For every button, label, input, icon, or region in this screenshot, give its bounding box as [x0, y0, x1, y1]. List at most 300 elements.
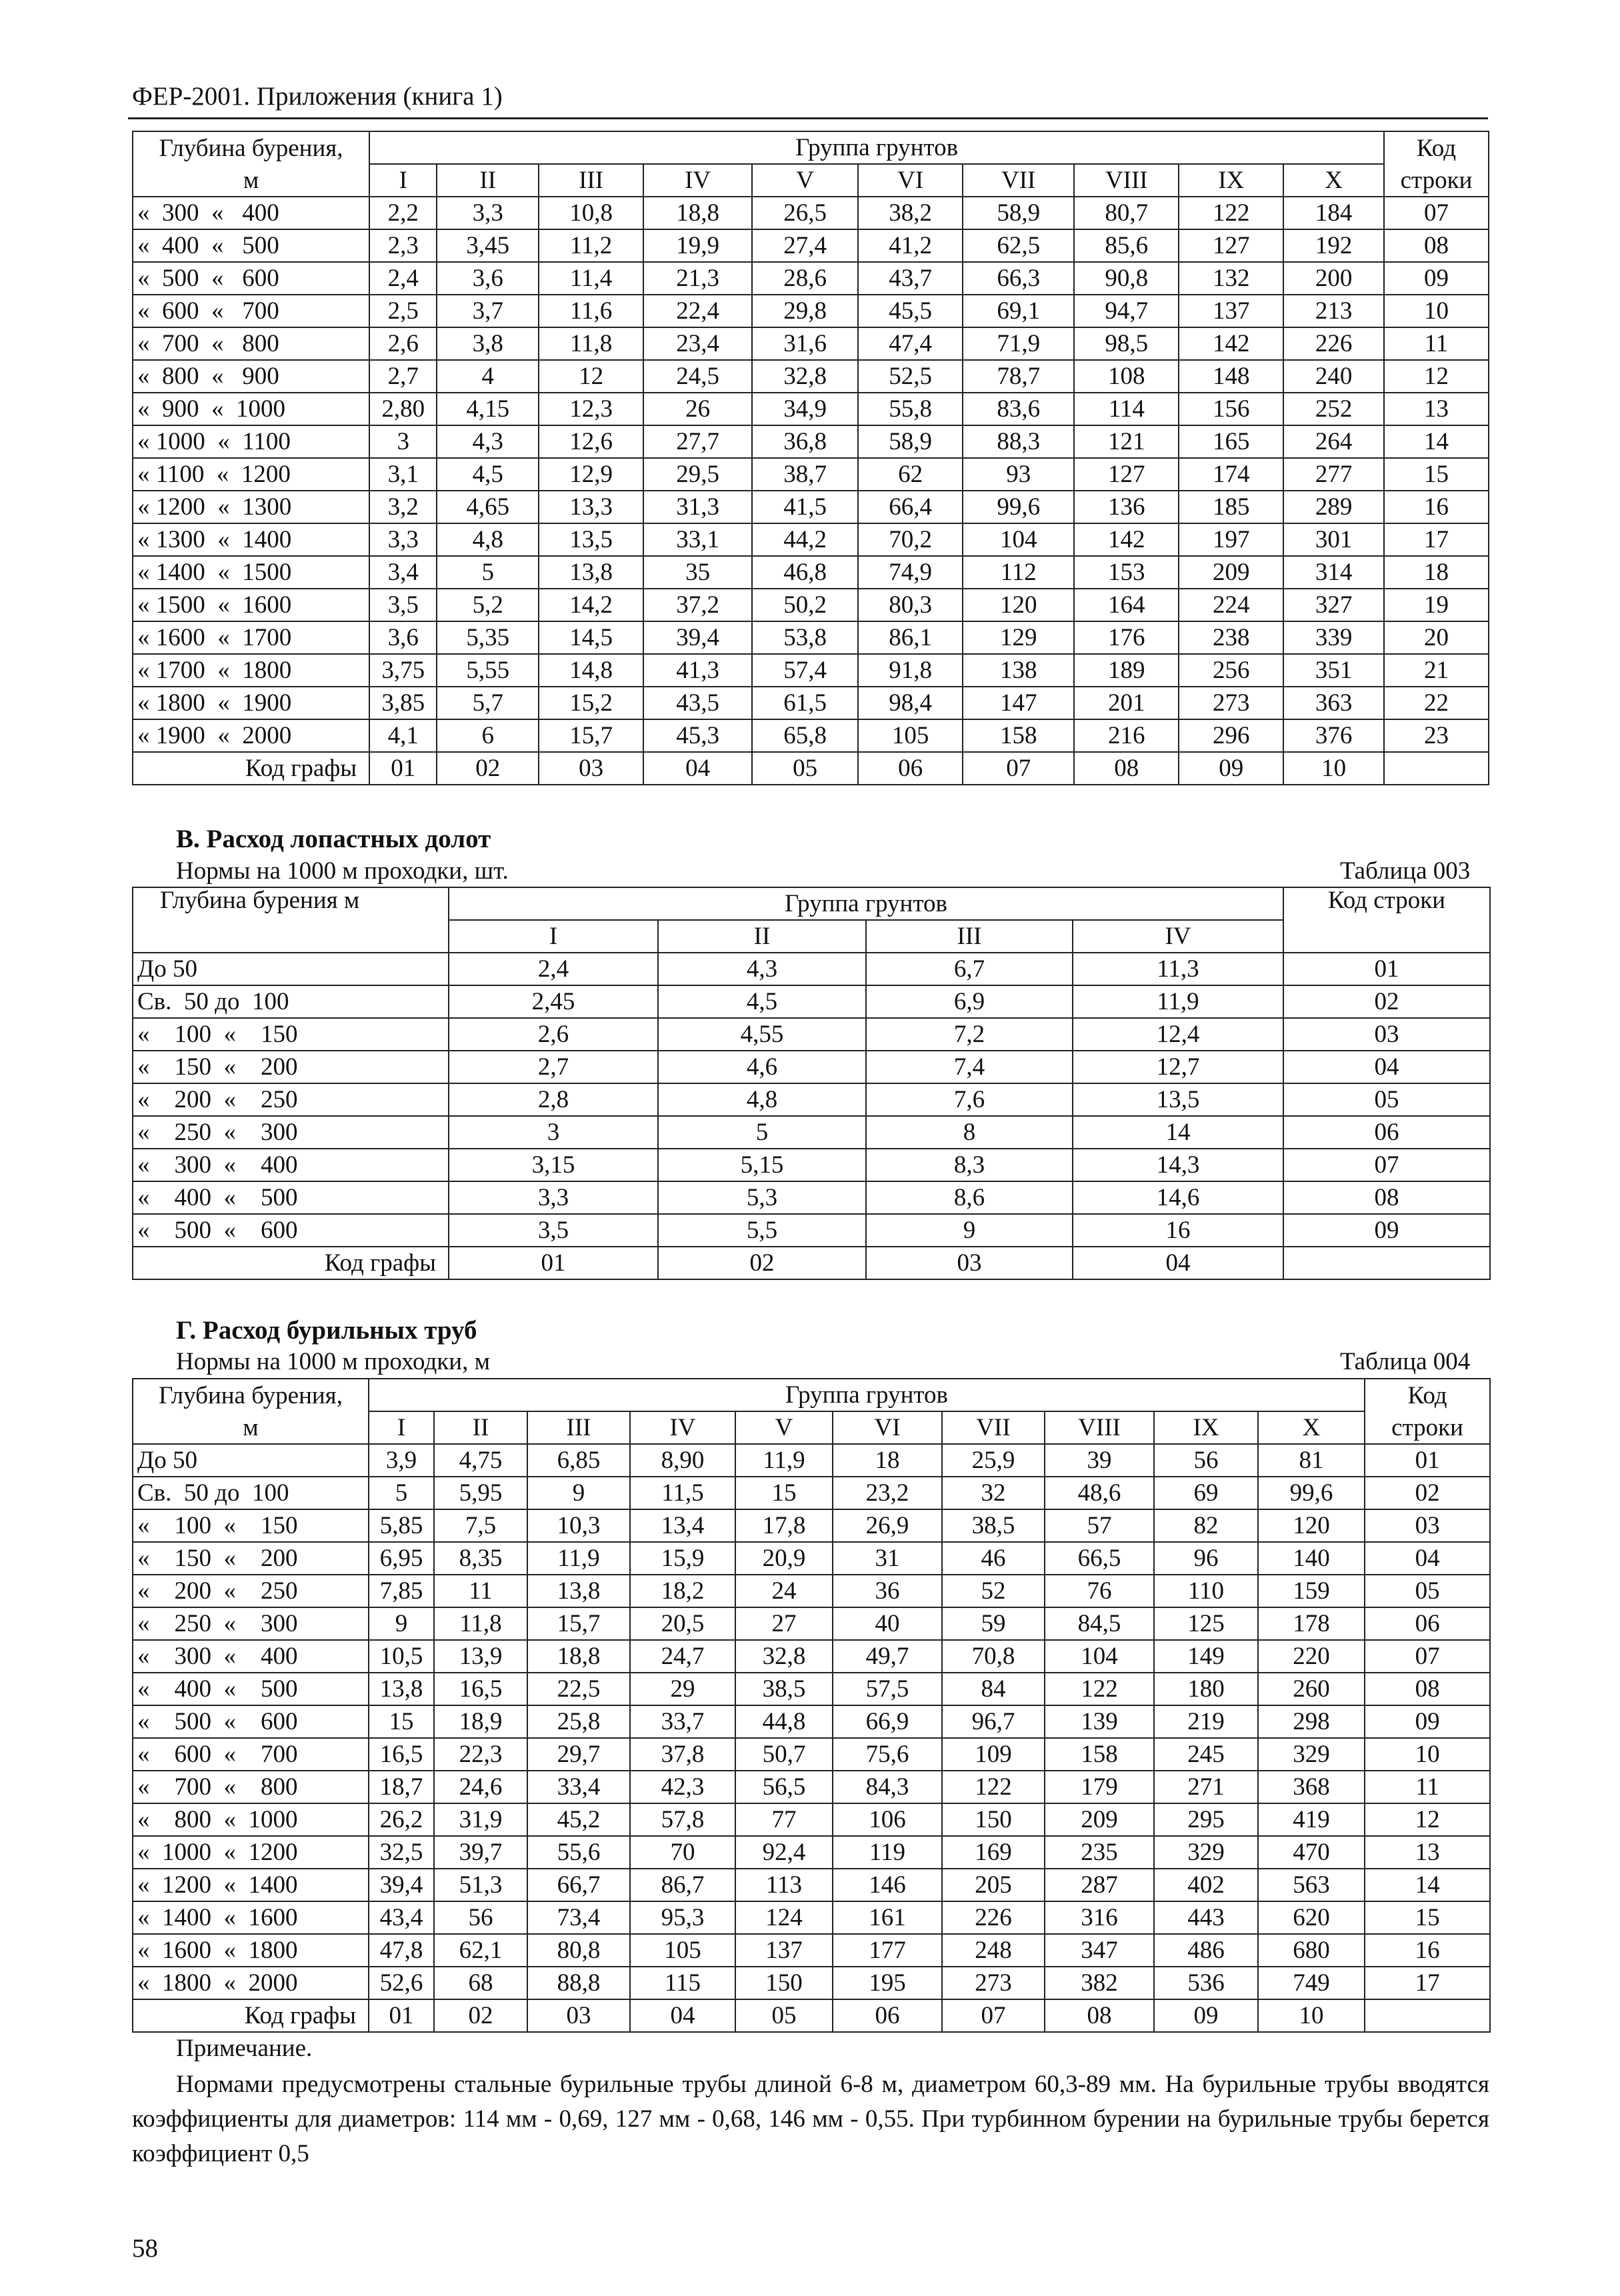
value-cell: 46,8	[752, 556, 858, 589]
table-row	[133, 1640, 1490, 1673]
value-cell: 8,90	[630, 1444, 735, 1477]
value-cell: 66,5	[1045, 1542, 1154, 1575]
value-cell: 314	[1283, 556, 1384, 589]
column-code-cell: 02	[434, 1999, 527, 2032]
value-cell: 17,8	[735, 1509, 833, 1542]
row-code-cell: 15	[1365, 1901, 1490, 1934]
group-column-header: I	[369, 164, 437, 197]
value-cell: 15,7	[527, 1607, 630, 1640]
value-cell: 31,6	[752, 327, 858, 360]
depth-cell: « 1800 « 1900	[133, 687, 369, 719]
group-column-header: II	[437, 164, 539, 197]
column-code-cell: 04	[1073, 1247, 1283, 1279]
value-cell: 3,15	[449, 1149, 658, 1181]
value-cell: 42,3	[630, 1771, 735, 1803]
value-cell: 51,3	[434, 1869, 527, 1901]
row-code-cell: 13	[1365, 1836, 1490, 1869]
value-cell: 37,2	[643, 589, 752, 621]
value-cell: 71,9	[963, 327, 1074, 360]
value-cell: 105	[858, 719, 963, 752]
value-cell: 92,4	[735, 1836, 833, 1869]
depth-header: м	[133, 164, 369, 197]
value-cell: 12,6	[539, 425, 643, 458]
header-row	[133, 131, 1489, 164]
value-cell: 2,80	[369, 393, 437, 425]
table-row	[133, 1181, 1490, 1214]
value-cell: 57,5	[833, 1673, 942, 1705]
value-cell: 45,2	[527, 1803, 630, 1836]
group-header: Группа грунтов	[369, 131, 1384, 164]
value-cell: 536	[1154, 1967, 1258, 1999]
value-cell: 125	[1154, 1607, 1258, 1640]
value-cell: 273	[942, 1967, 1045, 1999]
value-cell: 93	[963, 458, 1074, 491]
value-cell: 31,3	[643, 491, 752, 523]
row-code-cell: 09	[1365, 1705, 1490, 1738]
table-row	[133, 1869, 1490, 1901]
group-column-header: IX	[1154, 1411, 1258, 1444]
group-header: Группа грунтов	[449, 887, 1283, 920]
table-003	[132, 887, 1491, 1280]
depth-cell: « 1500 « 1600	[133, 589, 369, 621]
value-cell: 88,8	[527, 1967, 630, 1999]
value-cell: 138	[963, 654, 1074, 687]
value-cell: 136	[1074, 491, 1179, 523]
value-cell: 95,3	[630, 1901, 735, 1934]
table-row	[133, 953, 1490, 985]
value-cell: 119	[833, 1836, 942, 1869]
value-cell: 277	[1283, 458, 1384, 491]
value-cell: 5,3	[658, 1181, 866, 1214]
value-cell: 26,2	[369, 1803, 434, 1836]
table-body	[133, 131, 1489, 785]
row-code-cell: 05	[1365, 1575, 1490, 1607]
value-cell: 29	[630, 1673, 735, 1705]
table-row	[133, 229, 1489, 262]
table-row	[133, 1934, 1490, 1967]
value-cell: 347	[1045, 1934, 1154, 1967]
table-row	[133, 491, 1489, 523]
value-cell: 80,8	[527, 1934, 630, 1967]
depth-cell: « 250 « 300	[133, 1116, 449, 1149]
depth-cell: « 400 « 500	[133, 1673, 369, 1705]
value-cell: 24,6	[434, 1771, 527, 1803]
value-cell: 28,6	[752, 262, 858, 295]
value-cell: 12,3	[539, 393, 643, 425]
footer-label: Код графы	[133, 752, 369, 785]
value-cell: 137	[735, 1934, 833, 1967]
value-cell: 24,5	[643, 360, 752, 393]
group-column-header: X	[1283, 164, 1384, 197]
row-code-cell: 17	[1365, 1967, 1490, 1999]
group-column-header: IV	[1073, 920, 1283, 953]
value-cell: 86,1	[858, 621, 963, 654]
value-cell: 11,2	[539, 229, 643, 262]
value-cell: 2,6	[369, 327, 437, 360]
value-cell: 32,8	[735, 1640, 833, 1673]
value-cell: 5,35	[437, 621, 539, 654]
value-cell: 139	[1045, 1705, 1154, 1738]
header-row	[133, 164, 1489, 197]
footer-label: Код графы	[133, 1247, 449, 1279]
depth-cell: « 1700 « 1800	[133, 654, 369, 687]
value-cell: 62,5	[963, 229, 1074, 262]
row-code-cell: 09	[1283, 1214, 1490, 1247]
value-cell: 37,8	[630, 1738, 735, 1771]
value-cell: 25,9	[942, 1444, 1045, 1477]
value-cell: 18,7	[369, 1771, 434, 1803]
value-cell: 38,5	[735, 1673, 833, 1705]
group-column-header: I	[449, 920, 658, 953]
value-cell: 56,5	[735, 1771, 833, 1803]
value-cell: 11,9	[1073, 985, 1283, 1018]
value-cell: 26	[643, 393, 752, 425]
value-cell: 271	[1154, 1771, 1258, 1803]
value-cell: 127	[1179, 229, 1283, 262]
value-cell: 2,3	[369, 229, 437, 262]
table-row	[133, 654, 1489, 687]
value-cell: 7,4	[866, 1051, 1073, 1083]
value-cell: 2,8	[449, 1083, 658, 1116]
value-cell: 11,8	[539, 327, 643, 360]
value-cell: 27	[735, 1607, 833, 1640]
value-cell: 26,5	[752, 197, 858, 229]
value-cell: 2,5	[369, 295, 437, 327]
value-cell: 18,9	[434, 1705, 527, 1738]
value-cell: 4,1	[369, 719, 437, 752]
value-cell: 2,6	[449, 1018, 658, 1051]
value-cell: 376	[1283, 719, 1384, 752]
value-cell: 147	[963, 687, 1074, 719]
value-cell: 112	[963, 556, 1074, 589]
column-code-cell: 06	[858, 752, 963, 785]
value-cell: 82	[1154, 1509, 1258, 1542]
value-cell: 226	[942, 1901, 1045, 1934]
value-cell: 26,9	[833, 1509, 942, 1542]
row-code-cell: 12	[1384, 360, 1489, 393]
value-cell: 252	[1283, 393, 1384, 425]
value-cell: 62,1	[434, 1934, 527, 1967]
value-cell: 120	[1258, 1509, 1365, 1542]
value-cell: 45,3	[643, 719, 752, 752]
column-code-cell: 07	[963, 752, 1074, 785]
value-cell: 3	[369, 425, 437, 458]
value-cell: 83,6	[963, 393, 1074, 425]
group-column-header: III	[527, 1411, 630, 1444]
value-cell: 563	[1258, 1869, 1365, 1901]
table-row	[133, 1673, 1490, 1705]
value-cell: 76	[1045, 1575, 1154, 1607]
value-cell: 169	[942, 1836, 1045, 1869]
depth-cell: Св. 50 до 100	[133, 1477, 369, 1509]
note-text: Нормами предусмотрены стальные бурильные трубы длиной 6-8 м, диаметром 60,3-89 мм. На бурильные трубы вводятся коэффициенты для диаметров: 114 мм - 0,69, 127 мм - 0,68, 146 мм - 0,55. При турбинном бурении на бурильные трубы берется коэффициент 0,5	[132, 2071, 1489, 2167]
value-cell: 66,3	[963, 262, 1074, 295]
column-code-cell: 04	[630, 1999, 735, 2032]
value-cell: 33,7	[630, 1705, 735, 1738]
group-column-header: VIII	[1074, 164, 1179, 197]
header-row	[133, 1411, 1490, 1444]
group-column-header: X	[1258, 1411, 1365, 1444]
value-cell: 3,6	[369, 621, 437, 654]
depth-cell: « 400 « 500	[133, 229, 369, 262]
code-header: Код	[1384, 131, 1489, 164]
value-cell: 2,45	[449, 985, 658, 1018]
value-cell: 13,8	[539, 556, 643, 589]
row-code-cell: 01	[1365, 1444, 1490, 1477]
depth-cell: « 1600 « 1700	[133, 621, 369, 654]
row-code-cell: 14	[1365, 1869, 1490, 1901]
value-cell: 43,7	[858, 262, 963, 295]
value-cell: 192	[1283, 229, 1384, 262]
row-code-cell: 16	[1384, 491, 1489, 523]
value-cell: 264	[1283, 425, 1384, 458]
table-continuation	[132, 131, 1489, 785]
row-code-cell: 03	[1283, 1018, 1490, 1051]
value-cell: 85,6	[1074, 229, 1179, 262]
note-title: Примечание.	[176, 2035, 313, 2062]
value-cell: 121	[1074, 425, 1179, 458]
value-cell: 56	[434, 1901, 527, 1934]
value-cell: 3	[449, 1116, 658, 1149]
table-row	[133, 1083, 1490, 1116]
value-cell: 8,3	[866, 1149, 1073, 1181]
value-cell: 11,4	[539, 262, 643, 295]
value-cell: 48,6	[1045, 1477, 1154, 1509]
value-cell: 24,7	[630, 1640, 735, 1673]
depth-cell: « 1200 « 1400	[133, 1869, 369, 1901]
value-cell: 184	[1283, 197, 1384, 229]
value-cell: 174	[1179, 458, 1283, 491]
footer-row	[133, 1999, 1490, 2032]
depth-cell: « 500 « 600	[133, 1705, 369, 1738]
value-cell: 75,6	[833, 1738, 942, 1771]
value-cell: 197	[1179, 523, 1283, 556]
value-cell: 14,2	[539, 589, 643, 621]
value-cell: 4,8	[437, 523, 539, 556]
value-cell: 240	[1283, 360, 1384, 393]
value-cell: 3,9	[369, 1444, 434, 1477]
value-cell: 159	[1258, 1575, 1365, 1607]
value-cell: 47,4	[858, 327, 963, 360]
value-cell: 16,5	[434, 1673, 527, 1705]
value-cell: 189	[1074, 654, 1179, 687]
value-cell: 8	[866, 1116, 1073, 1149]
row-code-cell: 12	[1365, 1803, 1490, 1836]
value-cell: 52,6	[369, 1967, 434, 1999]
row-code-cell: 04	[1365, 1542, 1490, 1575]
value-cell: 238	[1179, 621, 1283, 654]
value-cell: 22,4	[643, 295, 752, 327]
value-cell: 2,7	[449, 1051, 658, 1083]
value-cell: 351	[1283, 654, 1384, 687]
depth-cell: « 100 « 150	[133, 1509, 369, 1542]
value-cell: 88,3	[963, 425, 1074, 458]
row-code-cell: 01	[1283, 953, 1490, 985]
value-cell: 161	[833, 1901, 942, 1934]
group-header: Группа грунтов	[369, 1379, 1365, 1411]
value-cell: 226	[1283, 327, 1384, 360]
value-cell: 2,4	[369, 262, 437, 295]
value-cell: 39,4	[369, 1869, 434, 1901]
value-cell: 66,9	[833, 1705, 942, 1738]
value-cell: 382	[1045, 1967, 1154, 1999]
value-cell: 94,7	[1074, 295, 1179, 327]
table-row	[133, 393, 1489, 425]
value-cell: 4,3	[437, 425, 539, 458]
value-cell: 32,5	[369, 1836, 434, 1869]
value-cell: 23,2	[833, 1477, 942, 1509]
value-cell: 5,15	[658, 1149, 866, 1181]
code-header: Код	[1365, 1379, 1490, 1411]
value-cell: 3,3	[437, 197, 539, 229]
value-cell: 180	[1154, 1673, 1258, 1705]
value-cell: 53,8	[752, 621, 858, 654]
depth-cell: « 800 « 900	[133, 360, 369, 393]
row-code-cell: 16	[1365, 1934, 1490, 1967]
value-cell: 16	[1073, 1214, 1283, 1247]
value-cell: 36,8	[752, 425, 858, 458]
value-cell: 9	[866, 1214, 1073, 1247]
value-cell: 137	[1179, 295, 1283, 327]
value-cell: 7,6	[866, 1083, 1073, 1116]
value-cell: 13,5	[539, 523, 643, 556]
value-cell: 273	[1179, 687, 1283, 719]
value-cell: 443	[1154, 1901, 1258, 1934]
value-cell: 44,8	[735, 1705, 833, 1738]
value-cell: 11	[434, 1575, 527, 1607]
value-cell: 289	[1283, 491, 1384, 523]
value-cell: 122	[1179, 197, 1283, 229]
depth-cell: « 300 « 400	[133, 1640, 369, 1673]
value-cell: 3,7	[437, 295, 539, 327]
value-cell: 25,8	[527, 1705, 630, 1738]
value-cell: 245	[1154, 1738, 1258, 1771]
row-code-cell: 08	[1283, 1181, 1490, 1214]
depth-cell: « 400 « 500	[133, 1181, 449, 1214]
row-code-cell: 09	[1384, 262, 1489, 295]
value-cell: 179	[1045, 1771, 1154, 1803]
row-code-cell: 13	[1384, 393, 1489, 425]
depth-header: м	[133, 1411, 369, 1444]
value-cell: 19,9	[643, 229, 752, 262]
value-cell: 142	[1179, 327, 1283, 360]
value-cell: 98,5	[1074, 327, 1179, 360]
value-cell: 24	[735, 1575, 833, 1607]
value-cell: 6,9	[866, 985, 1073, 1018]
value-cell: 122	[942, 1771, 1045, 1803]
value-cell: 84,5	[1045, 1607, 1154, 1640]
depth-cell: « 150 « 200	[133, 1051, 449, 1083]
column-code-cell: 04	[643, 752, 752, 785]
value-cell: 5,95	[434, 1477, 527, 1509]
row-code-cell: 02	[1365, 1477, 1490, 1509]
depth-cell: « 500 « 600	[133, 262, 369, 295]
value-cell: 298	[1258, 1705, 1365, 1738]
depth-cell: « 1600 « 1800	[133, 1934, 369, 1967]
table-row	[133, 1771, 1490, 1803]
value-cell: 104	[1045, 1640, 1154, 1673]
value-cell: 8,35	[434, 1542, 527, 1575]
depth-cell: « 700 « 800	[133, 327, 369, 360]
row-code-cell: 07	[1283, 1149, 1490, 1181]
value-cell: 470	[1258, 1836, 1365, 1869]
page-number: 58	[132, 2234, 158, 2263]
value-cell: 77	[735, 1803, 833, 1836]
group-column-header: VII	[963, 164, 1074, 197]
value-cell: 6,95	[369, 1542, 434, 1575]
depth-cell: До 50	[133, 1444, 369, 1477]
value-cell: 235	[1045, 1836, 1154, 1869]
row-code-cell: 04	[1283, 1051, 1490, 1083]
value-cell: 363	[1283, 687, 1384, 719]
value-cell: 11,5	[630, 1477, 735, 1509]
value-cell: 20,9	[735, 1542, 833, 1575]
value-cell: 22,5	[527, 1673, 630, 1705]
value-cell: 329	[1258, 1738, 1365, 1771]
depth-cell: « 600 « 700	[133, 1738, 369, 1771]
value-cell: 81	[1258, 1444, 1365, 1477]
value-cell: 43,5	[643, 687, 752, 719]
row-code-cell: 08	[1365, 1673, 1490, 1705]
group-column-header: VIII	[1045, 1411, 1154, 1444]
value-cell: 148	[1179, 360, 1283, 393]
row-code-cell: 22	[1384, 687, 1489, 719]
value-cell: 146	[833, 1869, 942, 1901]
table-row	[133, 1705, 1490, 1738]
table-row	[133, 262, 1489, 295]
row-code-cell: 11	[1365, 1771, 1490, 1803]
value-cell: 114	[1074, 393, 1179, 425]
empty-cell	[1384, 752, 1489, 785]
table-body	[133, 887, 1490, 1279]
value-cell: 219	[1154, 1705, 1258, 1738]
group-column-header: VI	[833, 1411, 942, 1444]
value-cell: 109	[942, 1738, 1045, 1771]
value-cell: 66,7	[527, 1869, 630, 1901]
table-row	[133, 1509, 1490, 1542]
value-cell: 15	[369, 1705, 434, 1738]
value-cell: 15	[735, 1477, 833, 1509]
group-column-header: V	[752, 164, 858, 197]
value-cell: 27,4	[752, 229, 858, 262]
value-cell: 115	[630, 1967, 735, 1999]
value-cell: 47,8	[369, 1934, 434, 1967]
value-cell: 220	[1258, 1640, 1365, 1673]
row-code-cell: 19	[1384, 589, 1489, 621]
value-cell: 177	[833, 1934, 942, 1967]
value-cell: 149	[1154, 1640, 1258, 1673]
column-code-cell: 07	[942, 1999, 1045, 2032]
depth-cell: « 1900 « 2000	[133, 719, 369, 752]
value-cell: 132	[1179, 262, 1283, 295]
value-cell: 150	[942, 1803, 1045, 1836]
value-cell: 5	[369, 1477, 434, 1509]
value-cell: 13,8	[369, 1673, 434, 1705]
value-cell: 368	[1258, 1771, 1365, 1803]
table-row	[133, 1803, 1490, 1836]
value-cell: 201	[1074, 687, 1179, 719]
value-cell: 200	[1283, 262, 1384, 295]
depth-cell: « 200 « 250	[133, 1575, 369, 1607]
value-cell: 38,7	[752, 458, 858, 491]
footer-label: Код графы	[133, 1999, 369, 2032]
value-cell: 20,5	[630, 1607, 735, 1640]
value-cell: 18,8	[643, 197, 752, 229]
value-cell: 4,3	[658, 953, 866, 985]
table-row	[133, 360, 1489, 393]
value-cell: 18,8	[527, 1640, 630, 1673]
code-header: строки	[1384, 164, 1489, 197]
